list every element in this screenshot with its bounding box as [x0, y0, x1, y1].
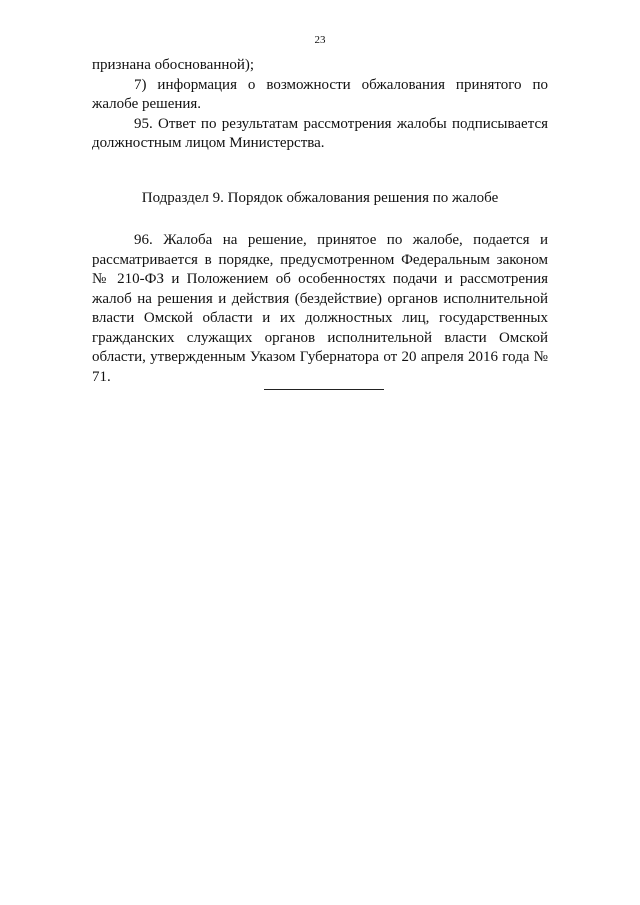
paragraph-continuation: признана обоснованной); [92, 57, 255, 73]
page-number: 23 [314, 34, 326, 46]
paragraph-96: 96. Жалоба на решение, принятое по жалобе, подается и рассматривается в порядке, предусмотренном Федеральным законом № 210-ФЗ и Положением об особенностях подачи и рассмотрения жалоб на решения и действия (бездействие) органов исполнительной власти Омской области и их должностных лиц, государственных гражданских служащих органов исполнительной власти Омской области, утвержденным Указом Губернатора от 20 апреля 2016 года № 71. [92, 232, 548, 385]
end-divider-line [264, 389, 384, 390]
paragraph-95: 95. Ответ по результатам рассмотрения жалобы подписывается должностным лицом Министерства. [92, 115, 548, 151]
subsection-heading: Подраздел 9. Порядок обжалования решения по жалобе [141, 189, 499, 206]
document-body [92, 56, 548, 387]
paragraph-item-7: 7) информация о возможности обжалования принятого по жалобе решения. [92, 76, 548, 112]
